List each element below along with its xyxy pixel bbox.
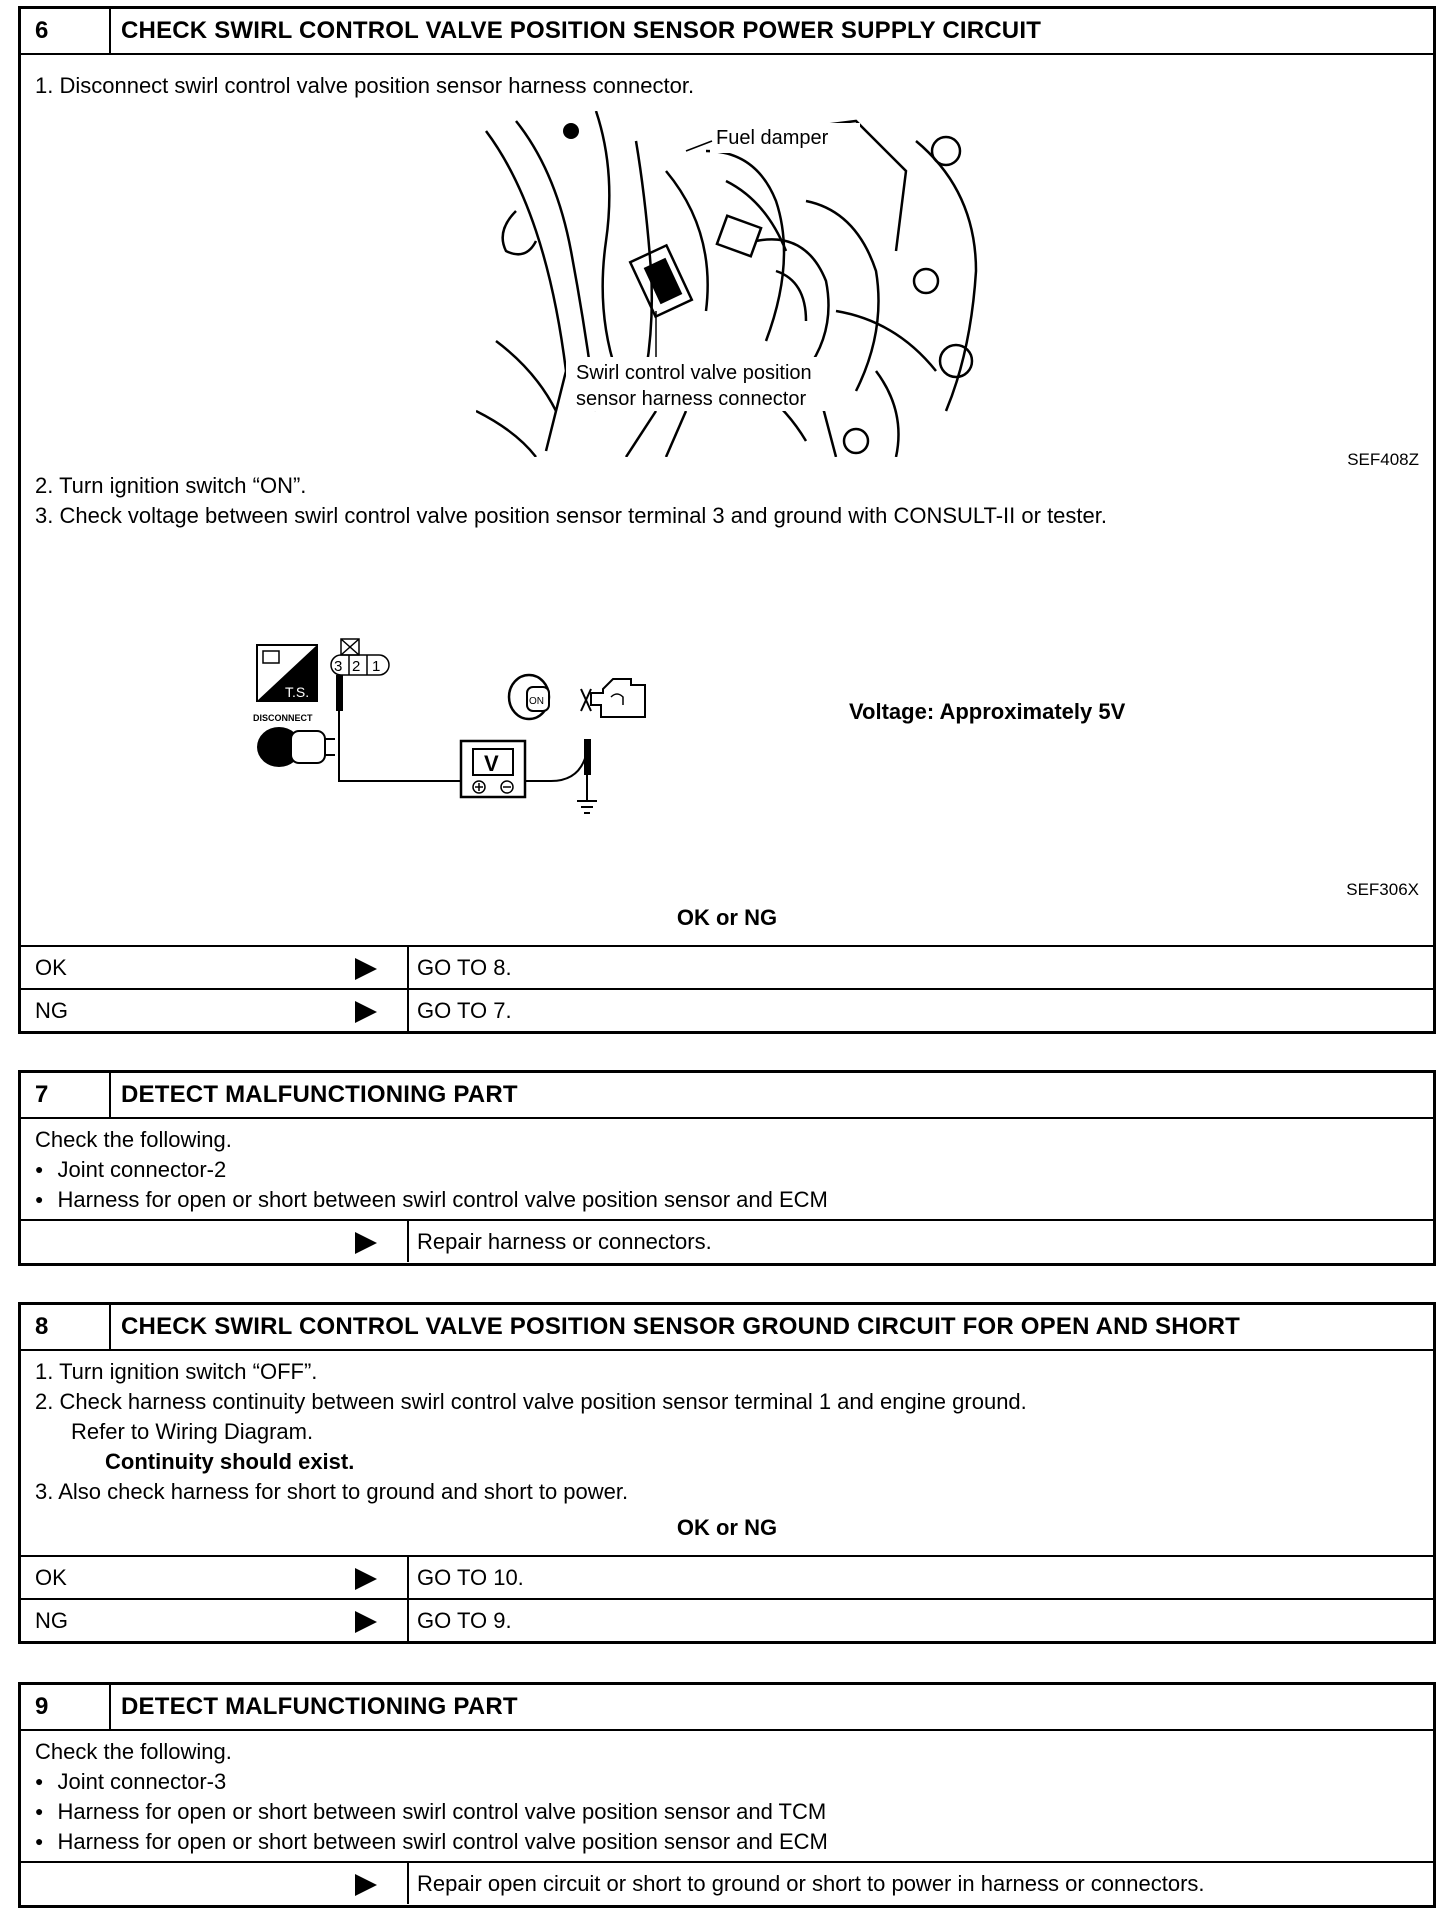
result-condition: OK <box>35 1564 67 1590</box>
step-title: DETECT MALFUNCTIONING PART <box>121 1081 518 1108</box>
instruction-1: 1. Turn ignition switch “OFF”. <box>35 1359 318 1384</box>
arrow-right-icon <box>355 958 377 980</box>
result-action: Repair open circuit or short to ground or short to power in harness or connectors. <box>417 1870 1205 1896</box>
continuity-spec: Continuity should exist. <box>105 1449 355 1474</box>
check-item: ● Joint connector-3 <box>35 1767 226 1799</box>
step-9-body <box>21 1731 1433 1905</box>
voltage-check-diagram <box>251 631 701 831</box>
figure-code-2: SEF306X <box>1346 880 1419 899</box>
step-title: CHECK SWIRL CONTROL VALVE POSITION SENSOR GROUND CIRCUIT FOR OPEN AND SHORT <box>121 1313 1241 1340</box>
step-9-header <box>21 1685 1433 1731</box>
step-number: 8 <box>21 1305 111 1349</box>
instruction-3: 3. Also check harness for short to ground and short to power. <box>35 1479 629 1504</box>
step-title: DETECT MALFUNCTIONING PART <box>121 1693 518 1720</box>
arrow-right-icon <box>355 1874 377 1896</box>
pin-3: 3 <box>334 658 343 675</box>
ok-or-ng-label: OK or NG <box>676 1515 778 1540</box>
step-8-block <box>18 1302 1436 1644</box>
step-7-block <box>18 1070 1436 1266</box>
voltmeter-label: V <box>484 751 499 776</box>
engine-bay-illustration <box>476 111 1002 457</box>
instruction-2-note: Refer to Wiring Diagram. <box>71 1419 314 1444</box>
ignition-on-label: ON <box>529 696 544 707</box>
step-6-block <box>18 6 1436 1034</box>
result-row <box>21 1861 1433 1904</box>
ok-or-ng-label: OK or NG <box>676 905 778 930</box>
result-action: GO TO 9. <box>417 1607 512 1633</box>
result-action: GO TO 8. <box>417 954 512 980</box>
step-8-body <box>21 1351 1433 1641</box>
check-item: ● Joint connector-2 <box>35 1155 226 1187</box>
voltage-check-drawing <box>251 631 701 831</box>
result-row <box>21 1219 1433 1262</box>
disconnect-label: DISCONNECT <box>253 713 313 723</box>
arrow-right-icon <box>355 1232 377 1254</box>
ts-label: T.S. <box>285 684 310 700</box>
engine-bay-drawing <box>476 111 1002 457</box>
fuel-damper-label: Fuel damper <box>716 127 829 149</box>
instruction-2: 2. Turn ignition switch “ON”. <box>35 473 307 498</box>
arrow-right-icon <box>355 1611 377 1633</box>
step-8-header <box>21 1305 1433 1351</box>
figure-code: SEF408Z <box>1347 450 1419 469</box>
step-number: 6 <box>21 9 111 53</box>
check-item: ● Harness for open or short between swirl control valve position sensor and ECM <box>35 1185 828 1217</box>
step-7-header <box>21 1073 1433 1119</box>
instruction-1: 1. Disconnect swirl control valve position sensor harness connector. <box>35 73 695 98</box>
result-row-ng <box>21 988 1433 1031</box>
step-9-block <box>18 1682 1436 1908</box>
check-item: ● Harness for open or short between swirl control valve position sensor and ECM <box>35 1827 828 1859</box>
connector-label-line2: sensor harness connector <box>576 388 807 410</box>
result-condition: OK <box>35 954 67 980</box>
check-intro: Check the following. <box>35 1127 232 1152</box>
result-action: Repair harness or connectors. <box>417 1228 712 1254</box>
result-action: GO TO 10. <box>417 1564 524 1590</box>
result-row-ok <box>21 1555 1433 1598</box>
step-6-body <box>21 55 1433 1031</box>
result-row-ok <box>21 945 1433 988</box>
pin-2: 2 <box>352 658 361 675</box>
connector-label-line1: Swirl control valve position <box>576 362 812 384</box>
pin-1: 1 <box>372 658 381 675</box>
result-row-ng <box>21 1598 1433 1641</box>
arrow-right-icon <box>355 1568 377 1590</box>
instruction-2: 2. Check harness continuity between swirl control valve position sensor terminal 1 and engine ground. <box>35 1389 1027 1414</box>
result-condition: NG <box>35 1607 68 1633</box>
step-number: 7 <box>21 1073 111 1117</box>
check-intro: Check the following. <box>35 1739 232 1764</box>
step-title: CHECK SWIRL CONTROL VALVE POSITION SENSOR POWER SUPPLY CIRCUIT <box>121 17 1042 44</box>
step-7-body <box>21 1119 1433 1263</box>
step-6-header <box>21 9 1433 55</box>
check-item: ● Harness for open or short between swirl control valve position sensor and TCM <box>35 1797 826 1829</box>
step-number: 9 <box>21 1685 111 1729</box>
result-condition: NG <box>35 997 68 1023</box>
voltage-spec: Voltage: Approximately 5V <box>849 699 1126 724</box>
result-action: GO TO 7. <box>417 997 512 1023</box>
instruction-3: 3. Check voltage between swirl control valve position sensor terminal 3 and ground with CONSULT-II or tester. <box>35 503 1107 528</box>
arrow-right-icon <box>355 1001 377 1023</box>
